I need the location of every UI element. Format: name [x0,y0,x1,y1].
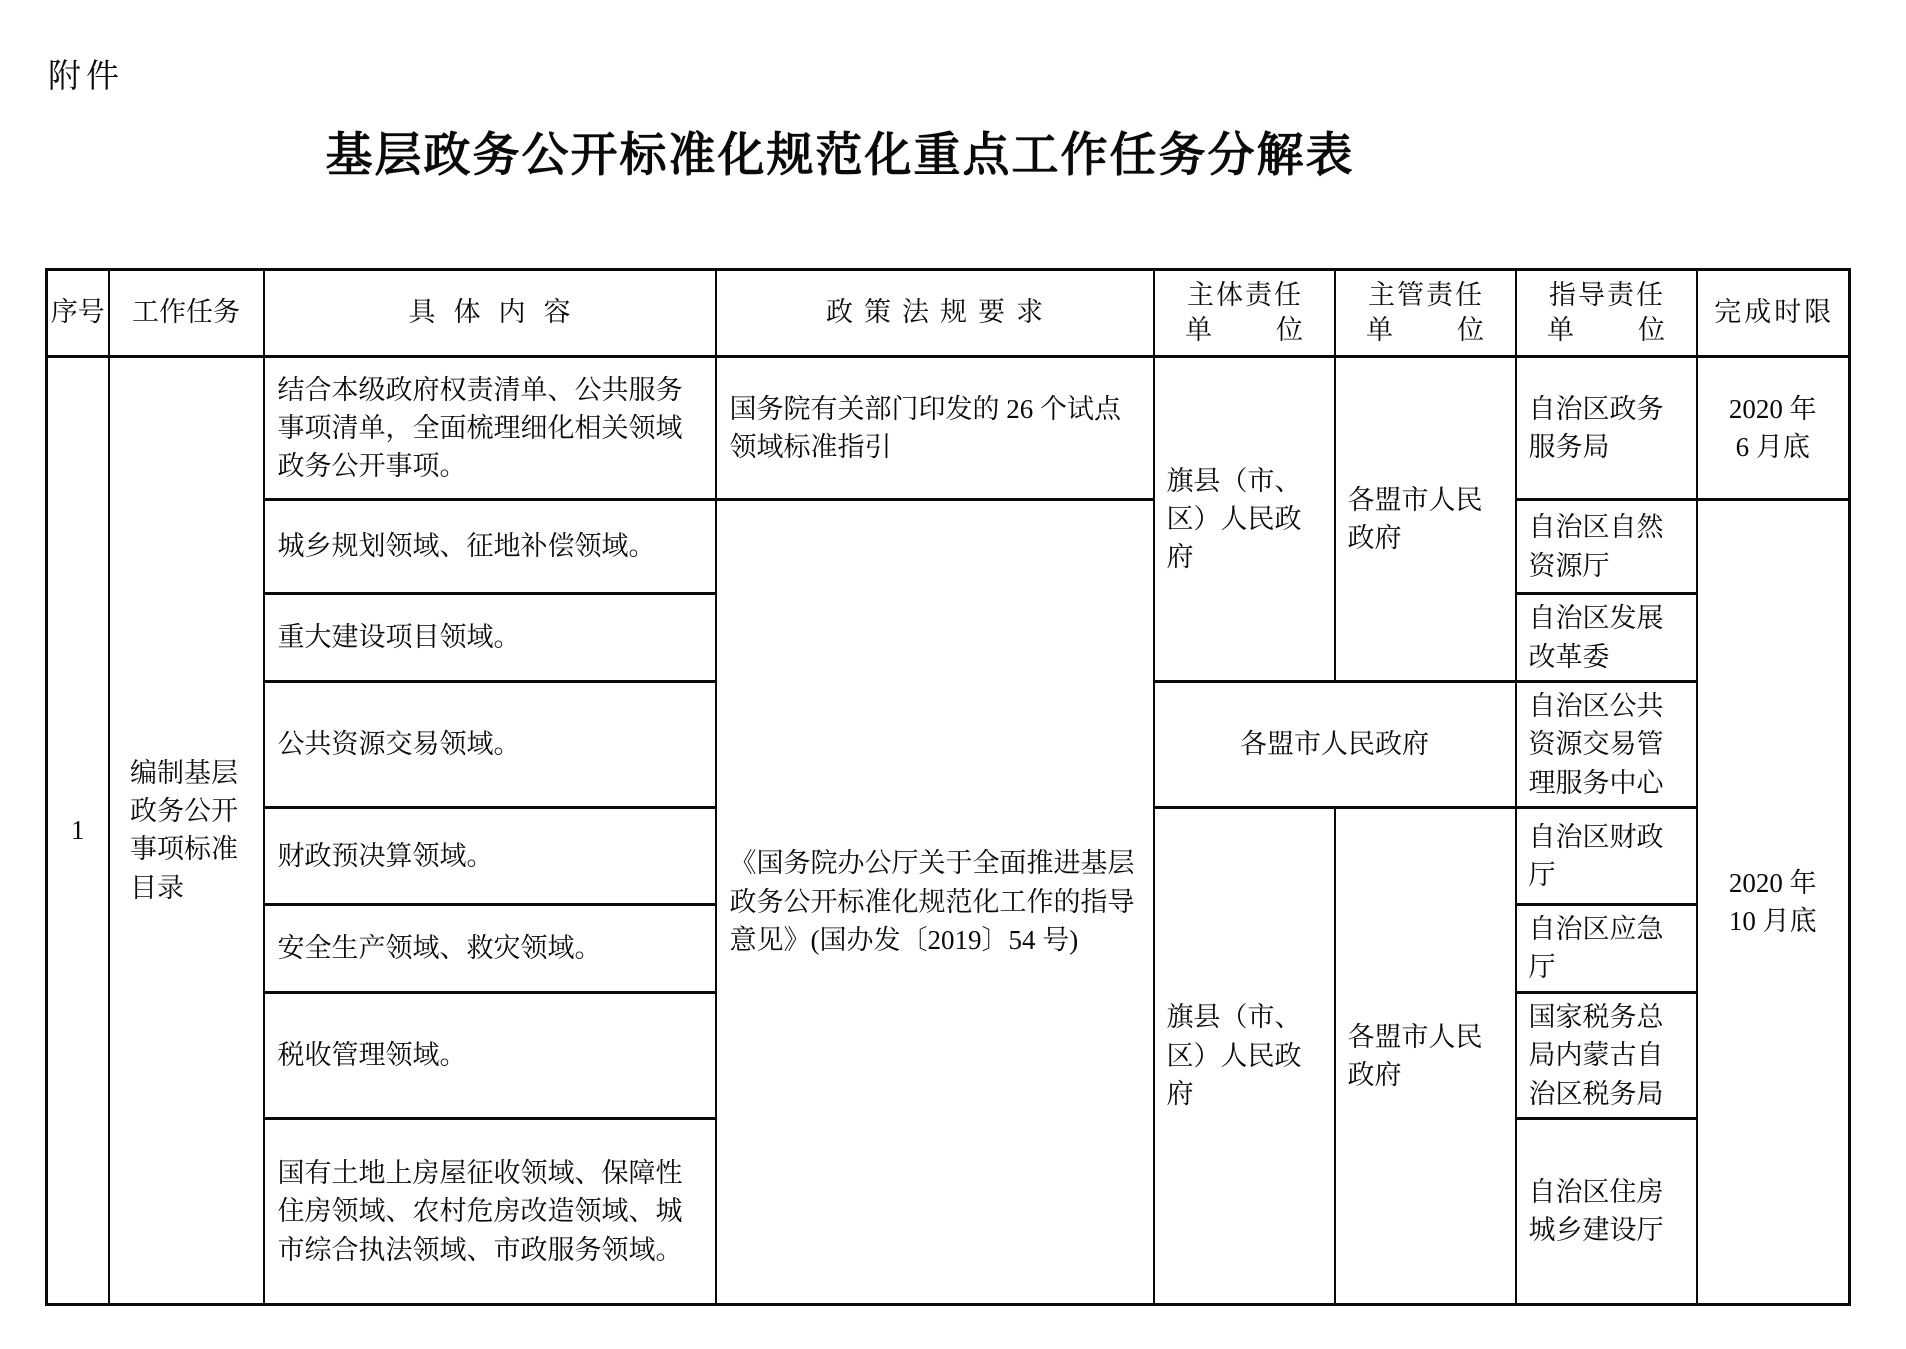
document-title: 基层政务公开标准化规范化重点工作任务分解表 [325,130,1355,182]
cell-guide-unit-8: 自治区住房城乡建设厅 [1516,1118,1697,1304]
cell-content-4: 公共资源交易领域。 [264,682,716,808]
column-header-deadline: 完成时限 [1697,270,1850,357]
cell-guide-unit-7: 国家税务总局内蒙古自治区税务局 [1516,992,1697,1118]
table-header-row [47,270,1850,357]
cell-manage-unit-rows5to8: 各盟市人民政府 [1335,807,1516,1304]
deadline-line2: 10 月底 [1728,905,1817,936]
header-manage-unit-line2: 单位 [1366,315,1484,345]
deadline-line2: 6 月底 [1735,432,1810,462]
column-header-content: 具体内容 [264,270,716,357]
header-main-unit-line2: 单位 [1185,315,1303,345]
cell-manage-unit-rows1to3: 各盟市人民政府 [1335,357,1516,682]
column-header-seq: 序号 [47,270,109,357]
cell-guide-unit-2: 自治区自然资源厅 [1516,500,1697,594]
cell-guide-unit-3: 自治区发展改革委 [1516,594,1697,682]
cell-seq-number: 1 [47,357,109,1305]
cell-deadline-1 [1697,357,1850,500]
table-row [47,357,1850,500]
header-guide-unit-line2: 单位 [1547,315,1665,345]
column-header-main-unit [1154,270,1335,357]
cell-content-8: 国有土地上房屋征收领域、保障性住房领域、农村危房改造领域、城市综合执法领域、市政服务领域。 [264,1118,716,1304]
table-row [47,500,1850,594]
cell-content-3: 重大建设项目领域。 [264,594,716,682]
cell-guide-unit-6: 自治区应急厅 [1516,904,1697,992]
cell-guide-unit-4: 自治区公共资源交易管理服务中心 [1516,682,1697,808]
header-guide-unit-line1: 指导责任 [1549,279,1665,310]
cell-main-unit-rows1to3: 旗县（市、区）人民政府 [1154,357,1335,682]
column-header-guide-unit [1516,270,1697,357]
deadline-line1: 2020 年 [1728,867,1817,898]
cell-content-1: 结合本级政府权责清单、公共服务事项清单，全面梳理细化相关领域政务公开事项。 [264,357,716,500]
task-breakdown-table [45,268,1851,1306]
work-task-text: 编制基层政务公开事项标准目录 [130,757,238,903]
cell-policy-1: 国务院有关部门印发的 26 个试点领域标准指引 [716,357,1154,500]
cell-merged-unit-row4: 各盟市人民政府 [1154,682,1516,808]
column-header-task: 工作任务 [109,270,264,357]
cell-content-2: 城乡规划领域、征地补偿领域。 [264,500,716,594]
column-header-manage-unit [1335,270,1516,357]
column-header-policy: 政策法规要求 [716,270,1154,357]
header-manage-unit-line1: 主管责任 [1368,279,1484,310]
cell-guide-unit-5: 自治区财政厅 [1516,807,1697,904]
cell-work-task [109,357,264,1305]
cell-main-unit-rows5to8: 旗县（市、区）人民政府 [1154,807,1335,1304]
cell-content-5: 财政预决算领域。 [264,807,716,904]
cell-content-6: 安全生产领域、救灾领域。 [264,904,716,992]
deadline-line1: 2020 年 [1728,393,1817,424]
cell-content-7: 税收管理领域。 [264,992,716,1118]
cell-guide-unit-1: 自治区政务服务局 [1516,357,1697,500]
cell-policy-rows2to8: 《国务院办公厅关于全面推进基层政务公开标准化规范化工作的指导意见》(国办发〔2019〕54 号) [716,500,1154,1305]
attachment-label: 附件 [48,59,124,95]
cell-deadline-rows2to8 [1697,500,1850,1305]
header-main-unit-line1: 主体责任 [1187,279,1303,310]
